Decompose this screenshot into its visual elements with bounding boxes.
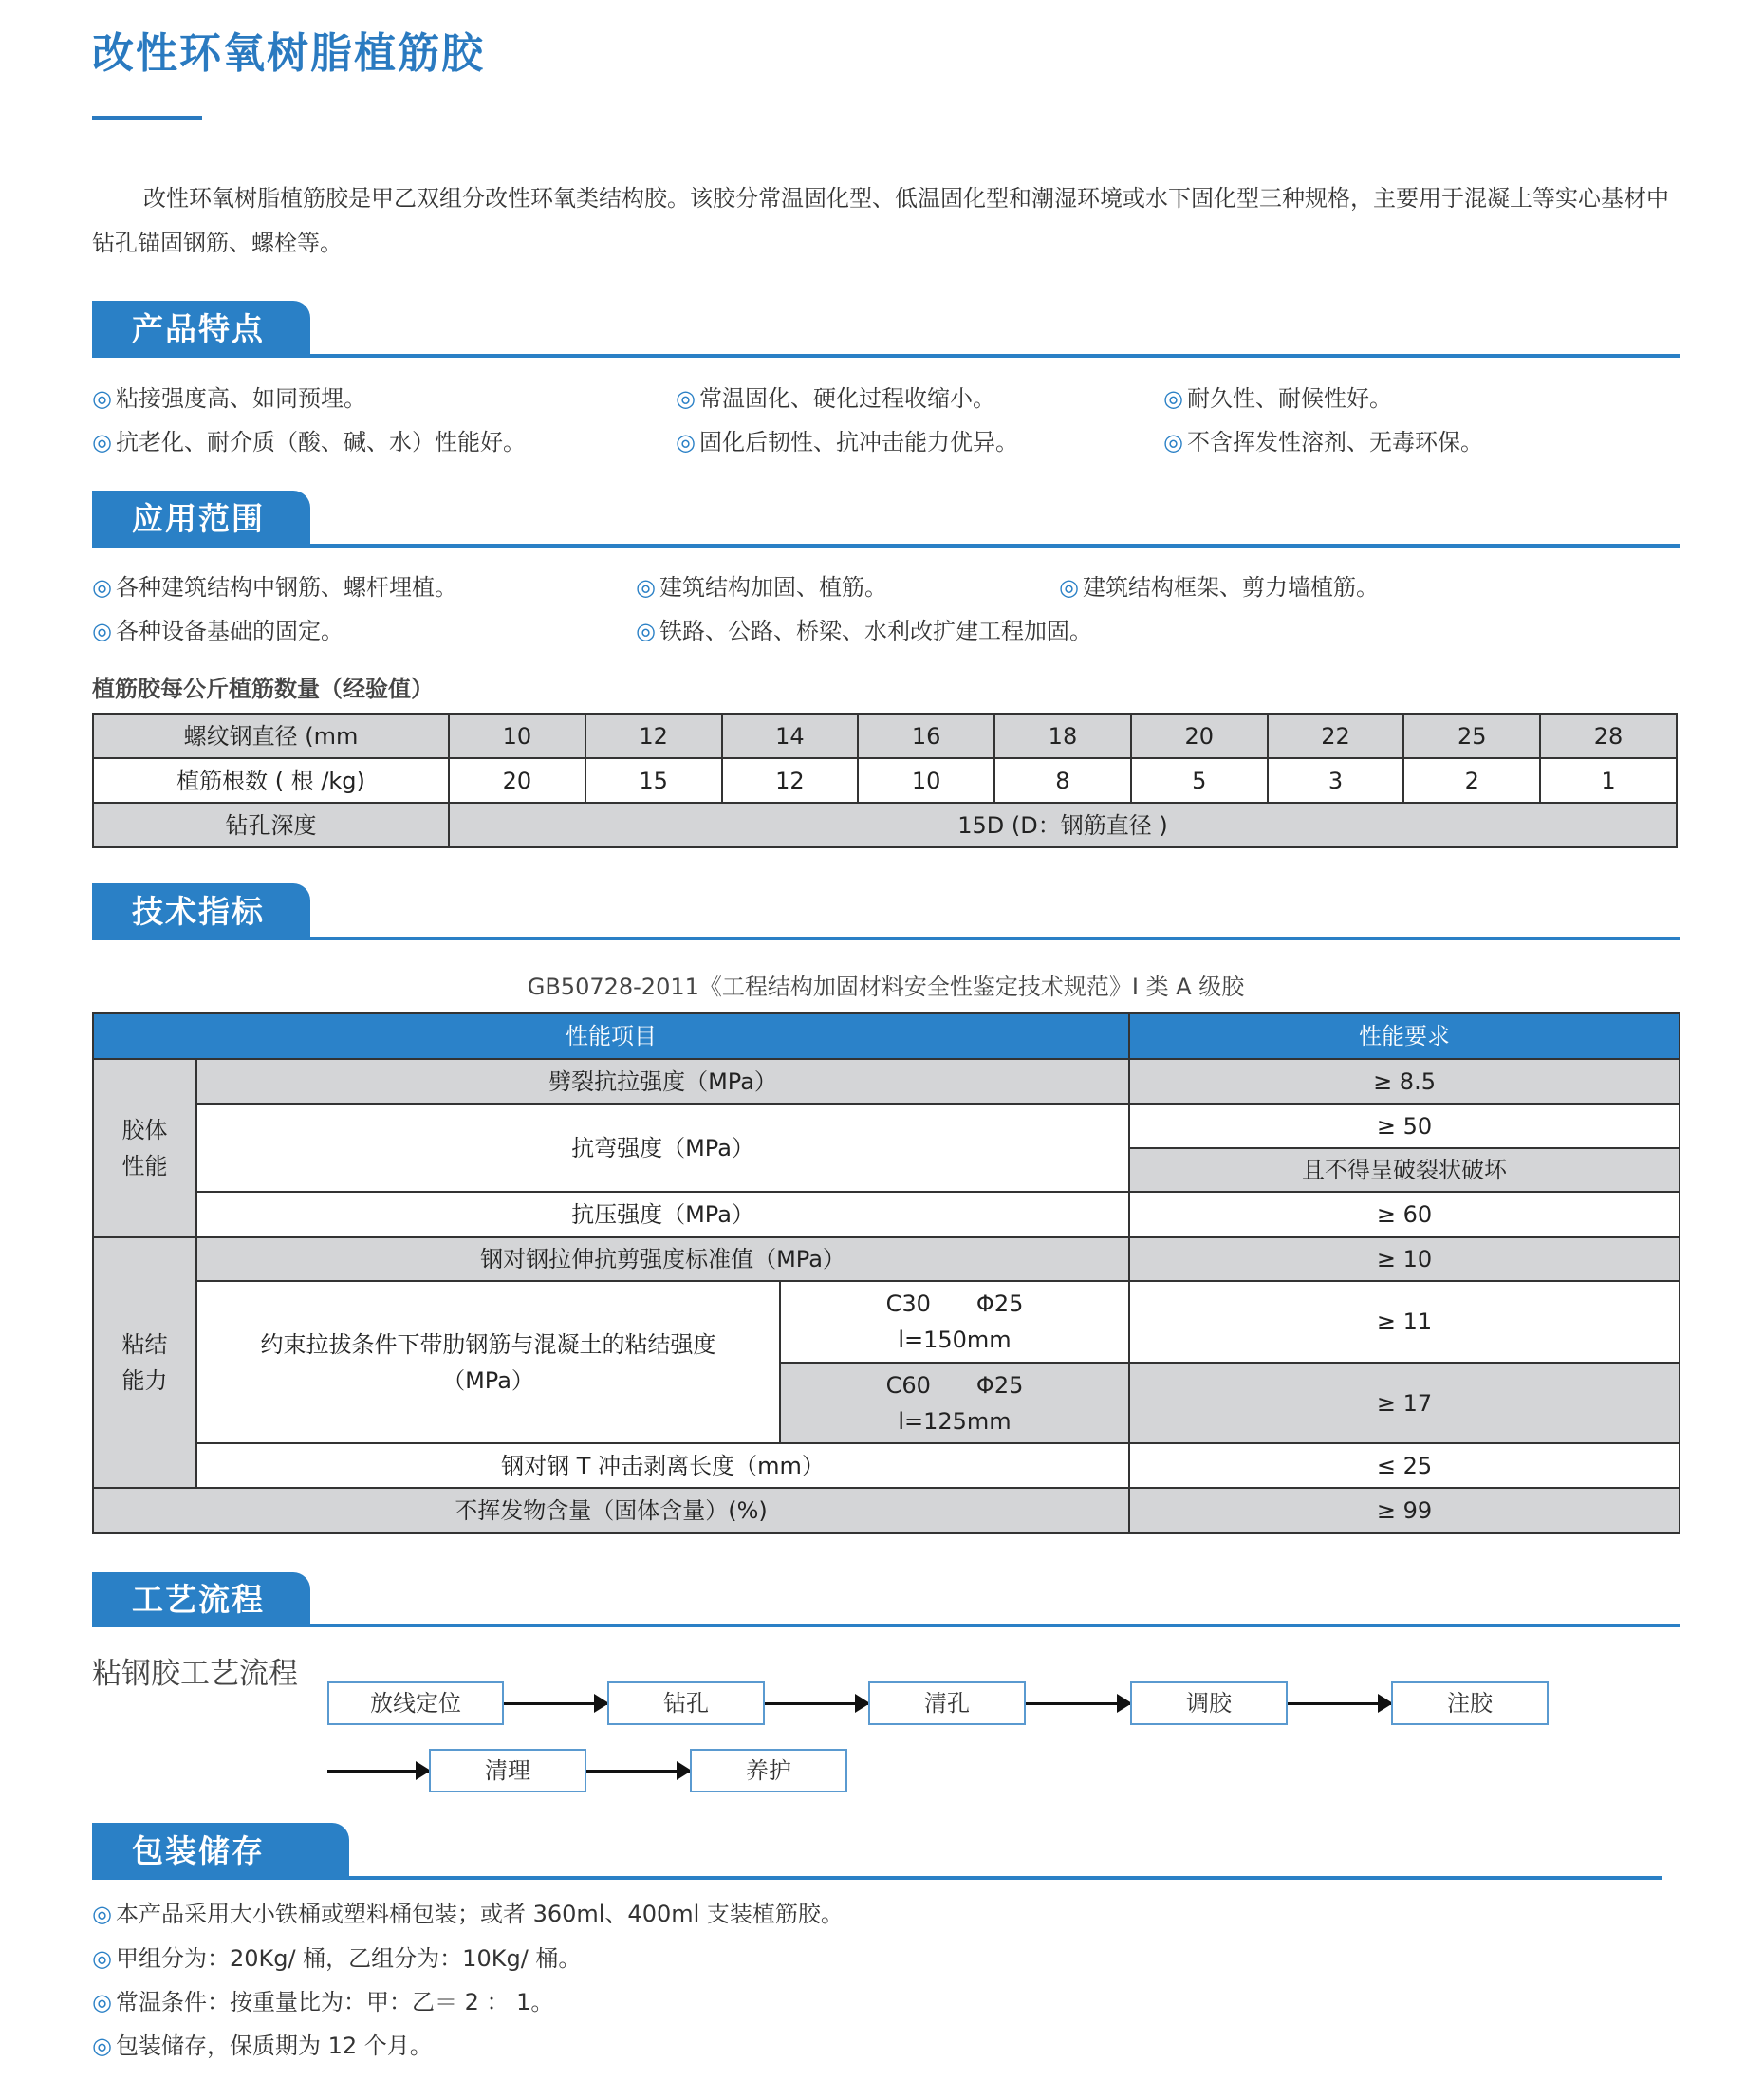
arrow-right-icon bbox=[586, 1770, 690, 1773]
diameter-cell: 10 bbox=[449, 714, 585, 758]
table-row bbox=[93, 1104, 1680, 1148]
table-row bbox=[93, 714, 1677, 758]
depth-cell: 15D (D：钢筋直径 ) bbox=[449, 803, 1677, 847]
divider bbox=[92, 1624, 1680, 1627]
value-cell: ≥ 8.5 bbox=[1129, 1059, 1680, 1104]
item-cell: 钢对钢 T 冲击剥离长度（mm） bbox=[196, 1443, 1129, 1488]
table-row bbox=[93, 1192, 1680, 1237]
bullet-icon: ◎ bbox=[92, 618, 112, 644]
table-row bbox=[93, 1443, 1680, 1488]
divider bbox=[92, 1876, 1662, 1880]
count-cell: 15 bbox=[585, 758, 722, 803]
diameter-cell: 18 bbox=[994, 714, 1131, 758]
bullet-icon: ◎ bbox=[92, 1989, 112, 2015]
bullet-icon: ◎ bbox=[636, 574, 656, 601]
count-cell: 10 bbox=[858, 758, 994, 803]
bullet-icon: ◎ bbox=[1059, 574, 1079, 601]
section-title: 包装储存 bbox=[92, 1823, 349, 1880]
item-cell: 钢对钢拉伸抗剪强度标准值（MPa） bbox=[196, 1237, 1129, 1281]
bullet-icon: ◎ bbox=[676, 429, 696, 455]
bullet-icon: ◎ bbox=[636, 618, 656, 644]
process-step: 钻孔 bbox=[607, 1681, 765, 1725]
item-cell: 抗弯强度（MPa） bbox=[196, 1104, 1129, 1192]
rebar-table bbox=[92, 713, 1678, 848]
process-step: 调胶 bbox=[1130, 1681, 1288, 1725]
group-label: 胶体 性能 bbox=[93, 1059, 196, 1237]
value-cell: ≥ 17 bbox=[1129, 1363, 1680, 1443]
process-step: 放线定位 bbox=[327, 1681, 504, 1725]
table-row bbox=[93, 803, 1677, 847]
feature-item: ◎ 不含挥发性溶剂、无毒环保。 bbox=[1163, 429, 1483, 455]
bullet-icon: ◎ bbox=[92, 1901, 112, 1927]
row-label: 钻孔深度 bbox=[93, 803, 449, 847]
process-step: 养护 bbox=[690, 1749, 847, 1792]
section-packaging-header bbox=[92, 1823, 1662, 1880]
rebar-table-caption: 植筋胶每公斤植筋数量（经验值） bbox=[92, 676, 434, 702]
header-requirement: 性能要求 bbox=[1129, 1013, 1680, 1059]
value-cell: 且不得呈破裂状破坏 bbox=[1129, 1148, 1680, 1192]
application-item: ◎ 建筑结构框架、剪力墙植筋。 bbox=[1059, 574, 1379, 601]
packaging-item: ◎ 包装储存，保质期为 12 个月。 bbox=[92, 2033, 433, 2059]
value-cell: ≥ 99 bbox=[1129, 1488, 1680, 1533]
feature-item: ◎ 抗老化、耐介质（酸、碱、水）性能好。 bbox=[92, 429, 526, 455]
value-cell: ≥ 10 bbox=[1129, 1237, 1680, 1281]
diameter-cell: 16 bbox=[858, 714, 994, 758]
intro-paragraph: 改性环氧树脂植筋胶是甲乙双组分改性环氧类结构胶。该胶分常温固化型、低温固化型和潮湿环境或水下固化型三种规格，主要用于混凝土等实心基材中钻孔锚固钢筋、螺栓等。 bbox=[92, 185, 1669, 256]
bullet-icon: ◎ bbox=[92, 574, 112, 601]
standard-caption: GB50728-2011《工程结构加固材料安全性鉴定技术规范》I 类 A 级胶 bbox=[527, 974, 1245, 1000]
application-item: ◎ 铁路、公路、桥梁、水利改扩建工程加固。 bbox=[636, 618, 1092, 644]
section-title: 应用范围 bbox=[92, 491, 310, 548]
packaging-item: ◎ 甲组分为：20Kg/ 桶，乙组分为：10Kg/ 桶。 bbox=[92, 1945, 582, 1972]
value-cell: ≥ 11 bbox=[1129, 1281, 1680, 1363]
header-item: 性能项目 bbox=[93, 1013, 1129, 1059]
bullet-icon: ◎ bbox=[92, 1945, 112, 1972]
application-item: ◎ 各种建筑结构中钢筋、螺杆埋植。 bbox=[92, 574, 457, 601]
diameter-cell: 22 bbox=[1268, 714, 1404, 758]
count-cell: 5 bbox=[1131, 758, 1268, 803]
item-cell: 约束拉拔条件下带肋钢筋与混凝土的粘结强度（MPa） bbox=[196, 1281, 780, 1443]
condition-cell: C30 Φ25 l=150mm bbox=[780, 1281, 1129, 1363]
arrow-right-icon bbox=[504, 1702, 607, 1705]
arrow-right-icon bbox=[765, 1702, 868, 1705]
count-cell: 12 bbox=[722, 758, 859, 803]
value-cell: ≥ 50 bbox=[1129, 1104, 1680, 1148]
section-features-header bbox=[92, 301, 1680, 358]
section-title: 工艺流程 bbox=[92, 1572, 310, 1627]
diameter-cell: 28 bbox=[1540, 714, 1677, 758]
condition-cell: C60 Φ25 l=125mm bbox=[780, 1363, 1129, 1443]
item-cell: 劈裂抗拉强度（MPa） bbox=[196, 1059, 1129, 1104]
section-applications-header bbox=[92, 491, 1680, 548]
packaging-item: ◎ 本产品采用大小铁桶或塑料桶包装；或者 360ml、400ml 支装植筋胶。 bbox=[92, 1901, 844, 1927]
application-item: ◎ 建筑结构加固、植筋。 bbox=[636, 574, 887, 601]
arrow-right-icon bbox=[1288, 1702, 1391, 1705]
divider bbox=[92, 544, 1680, 548]
section-specs-header bbox=[92, 883, 1680, 940]
diameter-cell: 12 bbox=[585, 714, 722, 758]
bullet-icon: ◎ bbox=[1163, 429, 1183, 455]
diameter-cell: 14 bbox=[722, 714, 859, 758]
bullet-icon: ◎ bbox=[676, 385, 696, 412]
bullet-icon: ◎ bbox=[1163, 385, 1183, 412]
specs-table bbox=[92, 1012, 1680, 1534]
count-cell: 3 bbox=[1268, 758, 1404, 803]
item-cell: 抗压强度（MPa） bbox=[196, 1192, 1129, 1237]
diameter-cell: 20 bbox=[1131, 714, 1268, 758]
table-row bbox=[93, 1281, 1680, 1363]
process-step: 清孔 bbox=[868, 1681, 1026, 1725]
table-row bbox=[93, 1059, 1680, 1104]
table-row bbox=[93, 1488, 1680, 1533]
table-row bbox=[93, 1237, 1680, 1281]
section-title: 技术指标 bbox=[92, 883, 310, 940]
table-row bbox=[93, 758, 1677, 803]
row-label: 植筋根数 ( 根 /kg) bbox=[93, 758, 449, 803]
count-cell: 20 bbox=[449, 758, 585, 803]
arrow-right-icon bbox=[327, 1770, 429, 1773]
page-title: 改性环氧树脂植筋胶 bbox=[92, 29, 485, 78]
application-item: ◎ 各种设备基础的固定。 bbox=[92, 618, 344, 644]
divider bbox=[92, 354, 1680, 358]
item-cell: 不挥发物含量（固体含量）(%) bbox=[93, 1488, 1129, 1533]
section-title: 产品特点 bbox=[92, 301, 310, 358]
feature-item: ◎ 耐久性、耐候性好。 bbox=[1163, 385, 1392, 412]
count-cell: 2 bbox=[1403, 758, 1540, 803]
process-step: 清理 bbox=[429, 1749, 586, 1792]
count-cell: 8 bbox=[994, 758, 1131, 803]
count-cell: 1 bbox=[1540, 758, 1677, 803]
bullet-icon: ◎ bbox=[92, 429, 112, 455]
process-step: 注胶 bbox=[1391, 1681, 1549, 1725]
value-cell: ≤ 25 bbox=[1129, 1443, 1680, 1488]
feature-item: ◎ 粘接强度高、如同预埋。 bbox=[92, 385, 366, 412]
packaging-item: ◎ 常温条件：按重量比为：甲：乙＝ 2 ： 1。 bbox=[92, 1989, 554, 2015]
feature-item: ◎ 固化后韧性、抗冲击能力优异。 bbox=[676, 429, 1018, 455]
divider bbox=[92, 937, 1680, 940]
feature-item: ◎ 常温固化、硬化过程收缩小。 bbox=[676, 385, 995, 412]
table-header-row bbox=[93, 1013, 1680, 1059]
group-label: 粘结 能力 bbox=[93, 1237, 196, 1488]
bullet-icon: ◎ bbox=[92, 385, 112, 412]
process-subtitle: 粘钢胶工艺流程 bbox=[92, 1657, 298, 1691]
section-process-header bbox=[92, 1572, 1680, 1627]
diameter-cell: 25 bbox=[1403, 714, 1540, 758]
arrow-right-icon bbox=[1026, 1702, 1130, 1705]
bullet-icon: ◎ bbox=[92, 2033, 112, 2059]
value-cell: ≥ 60 bbox=[1129, 1192, 1680, 1237]
row-label: 螺纹钢直径 (mm bbox=[93, 714, 449, 758]
title-underline bbox=[92, 116, 202, 120]
